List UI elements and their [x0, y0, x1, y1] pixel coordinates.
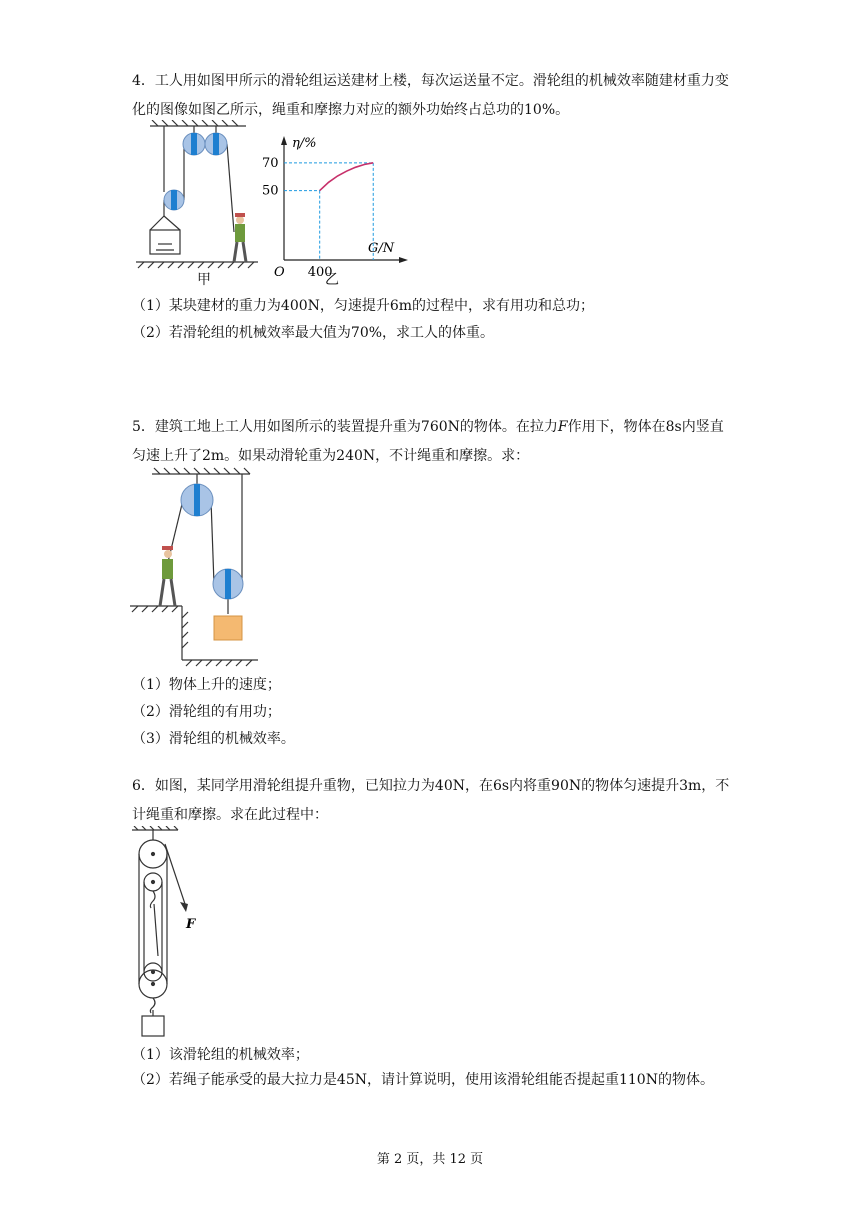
origin-label: O [274, 265, 285, 280]
y-tick-label-50: 50 [262, 183, 279, 199]
x-tick-label: 400 [307, 265, 333, 280]
q5-part2: （2）滑轮组的有用功； [132, 704, 281, 720]
y-axis-label: η/% [292, 136, 317, 151]
q5-stem-b: 作用下，物体在8s内竖直匀速上升了2m。如果动滑轮重为240N，不计绳重和摩擦。求： [132, 419, 724, 464]
pulley-figure-q5 [130, 462, 265, 667]
x-axis-arrow [399, 257, 408, 263]
q6-part1: （1）该滑轮组的机械效率； [132, 1047, 309, 1063]
q4-part2: （2）若滑轮组的机械效率最大值为70%，求工人的体重。 [132, 325, 495, 341]
fig-label-yi: 乙 [325, 272, 339, 288]
pulley-figure-q6 [128, 826, 198, 1041]
page-footer: 第 2 页，共 12 页 [376, 1152, 484, 1167]
x-axis-label: G/N [368, 241, 395, 256]
y-tick-label-70: 70 [262, 155, 279, 171]
q6-stem: 6．如图，某同学用滑轮组提升重物，已知拉力为40N，在6s内将重90N的物体匀速提升3m，不计绳重和摩擦。求在此过程中： [132, 778, 730, 823]
q6-force-label: F [186, 917, 196, 932]
q5-stem-a: 5．建筑工地上工人用如图所示的装置提升重为760N的物体。在拉力 [132, 419, 558, 435]
efficiency-curve [320, 163, 374, 191]
fig-label-jia: 甲 [197, 272, 211, 288]
q4-part1: （1）某块建材的重力为400N，匀速提升6m的过程中，求有用功和总功； [132, 298, 595, 314]
q4-stem: 4．工人用如图甲所示的滑轮组运送建材上楼，每次运送量不定。滑轮组的机械效率随建材重力变化的图像如图乙所示，绳重和摩擦力对应的额外功始终占总功的10%。 [132, 73, 729, 118]
q5-part1: （1）物体上升的速度； [132, 677, 281, 693]
q5-part3: （3）滑轮组的机械效率。 [132, 731, 295, 747]
guide-lines [284, 163, 373, 260]
q6-part2: （2）若绳子能承受的最大拉力是45N，请计算说明，使用该滑轮组能否提起重110N的物体。 [132, 1072, 714, 1088]
q5-force-symbol: F [557, 419, 568, 435]
y-axis-arrow [281, 136, 287, 145]
force-arrow-icon [180, 902, 188, 912]
efficiency-chart [262, 132, 412, 282]
pulley-figure-jia [128, 120, 263, 280]
